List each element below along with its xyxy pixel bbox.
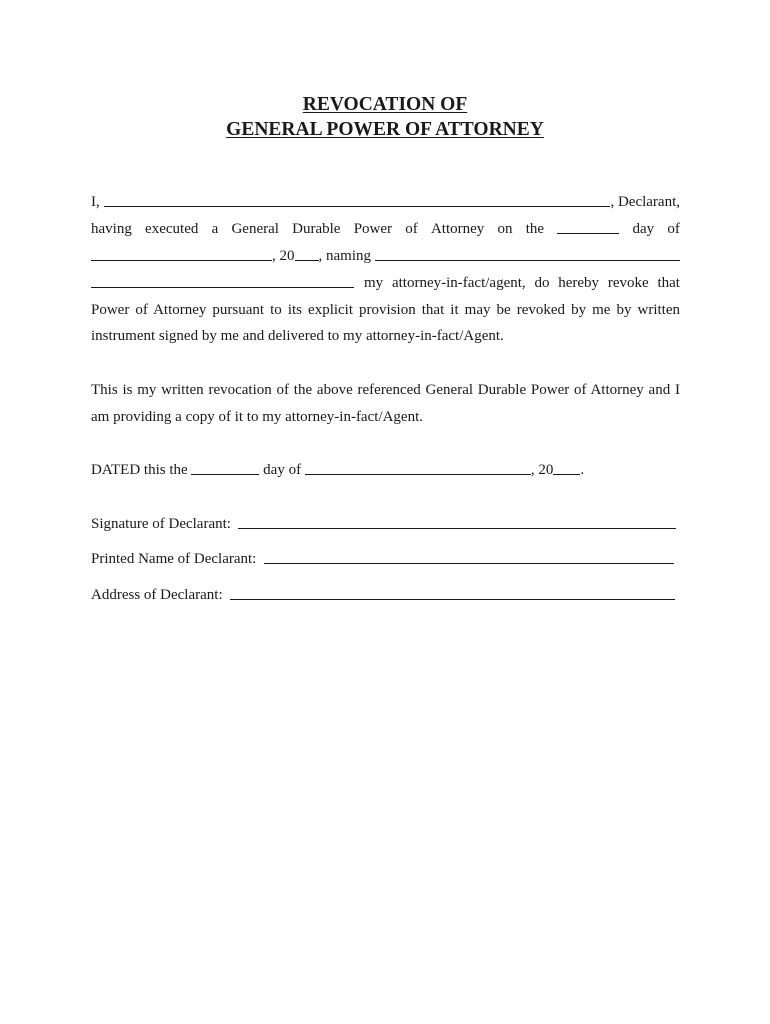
dated-prefix: DATED this the	[91, 462, 188, 478]
document-title-line-1: REVOCATION OF	[302, 94, 468, 115]
executed-of-word: of	[667, 221, 680, 237]
dated-day-field[interactable]	[191, 474, 259, 475]
executed-word-4: General	[231, 221, 279, 237]
executed-word-2: executed	[145, 221, 199, 237]
executed-day-word: day	[632, 221, 655, 237]
instrument-text: instrument signed by me and delivered to my attorney-in-fact/Agent.	[91, 328, 504, 344]
dated-end: .	[580, 462, 585, 478]
revoke-word-6: that	[657, 275, 680, 291]
address-label: Address of Declarant:	[91, 587, 223, 603]
agent-name-field[interactable]	[375, 260, 680, 261]
agent-name-field-2[interactable]	[91, 287, 354, 288]
instrument-line	[91, 324, 680, 344]
executed-month-year-line	[91, 244, 680, 264]
dated-line	[91, 458, 680, 478]
executed-word-10: the	[525, 221, 545, 237]
provision-line	[91, 298, 680, 318]
naming-label: , naming	[318, 248, 371, 264]
executed-date-line	[91, 217, 680, 237]
executed-day-field[interactable]	[557, 233, 619, 234]
executed-word-9: on	[497, 221, 513, 237]
dated-year-prefix: , 20	[530, 462, 554, 478]
revoke-word-4: hereby	[558, 275, 600, 291]
dated-month-field[interactable]	[305, 474, 531, 475]
declarant-name-line	[91, 190, 680, 210]
signature-field[interactable]	[238, 528, 676, 529]
executed-word-7: of	[405, 221, 418, 237]
revoke-line	[91, 271, 680, 291]
address-field[interactable]	[230, 599, 675, 600]
revoke-words	[364, 276, 680, 291]
printed-name-label: Printed Name of Declarant:	[91, 551, 257, 567]
declarant-suffix: , Declarant,	[610, 194, 680, 210]
revoke-word-5: revoke	[607, 275, 649, 291]
executed-word-3: a	[211, 221, 219, 237]
declarant-prefix: I,	[91, 194, 100, 210]
signature-line	[91, 512, 676, 532]
executed-word-1: having	[91, 221, 132, 237]
executed-month-field[interactable]	[91, 260, 272, 261]
printed-name-line	[91, 547, 674, 567]
revoke-word-3: do	[534, 275, 550, 291]
executed-word-5: Durable	[292, 221, 341, 237]
printed-name-field[interactable]	[264, 563, 674, 564]
signature-label: Signature of Declarant:	[91, 516, 231, 532]
dated-year-field[interactable]	[553, 474, 580, 475]
executed-word-6: Power	[353, 221, 393, 237]
revocation-statement-line-2	[91, 405, 680, 425]
revocation-statement-text-2: am providing a copy of it to my attorney-in-fact/Agent.	[91, 409, 423, 425]
declarant-name-field[interactable]	[104, 206, 611, 207]
revoke-word-2: attorney-in-fact/agent,	[391, 275, 526, 291]
executed-word-8: Attorney	[430, 221, 485, 237]
revocation-statement-text-1: This is my written revocation of the above referenced General Durable Power of Attorney and I	[91, 382, 680, 398]
revocation-statement-line-1	[91, 378, 680, 398]
dated-day-of: day of	[263, 462, 302, 478]
executed-year-prefix: , 20	[272, 248, 295, 264]
provision-text: Power of Attorney pursuant to its explicit provision that it may be revoked by me by written	[91, 302, 680, 318]
revoke-word-1: my	[364, 275, 384, 291]
document-title-line-2: GENERAL POWER OF ATTORNEY	[226, 119, 544, 140]
address-line	[91, 583, 675, 603]
executed-year-field[interactable]	[295, 260, 319, 261]
